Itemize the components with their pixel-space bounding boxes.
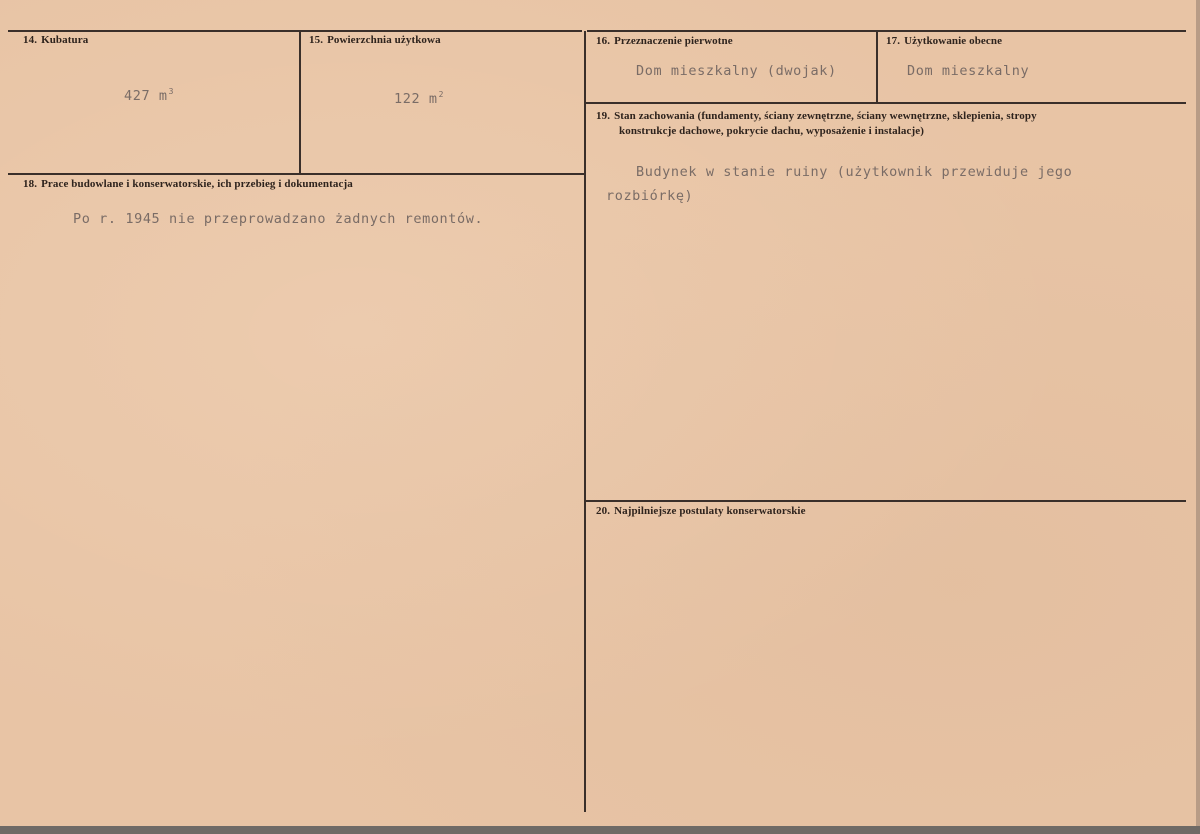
field-19-value-line1: Budynek w stanie ruiny (użytkownik przewiduje jego xyxy=(636,164,1073,180)
divider-under-14-15 xyxy=(8,173,585,175)
field-17-label: 17. Użytkowanie obecne xyxy=(886,35,1003,47)
top-border-right xyxy=(587,30,1186,32)
field-19-value-line2: rozbiórkę) xyxy=(606,188,694,204)
field-14-value: 427 $m^3$ xyxy=(124,87,175,104)
card-right-edge xyxy=(1196,0,1200,834)
field-15-label: 15. Powierzchnia użytkowa xyxy=(309,34,441,46)
field-18-label: 18. Prace budowlane i konserwatorskie, ich przebieg i dokumentacja xyxy=(23,178,353,190)
field-20-label: 20. Najpilniejsze postulaty konserwatorskie xyxy=(596,505,806,517)
card-bottom-edge xyxy=(0,826,1200,834)
divider-under-16-17 xyxy=(586,102,1186,104)
field-17-value: Dom mieszkalny xyxy=(907,63,1030,79)
divider-above-20 xyxy=(586,500,1186,502)
top-border-left xyxy=(8,30,582,32)
field-18-value: Po r. 1945 nie przeprowadzano żadnych remontów. xyxy=(73,211,484,227)
divider-14-15 xyxy=(299,31,301,173)
divider-16-17 xyxy=(876,31,878,103)
field-19-label: 19. Stan zachowania (fundamenty, ściany zewnętrzne, ściany wewnętrzne, sklepienia, stropy xyxy=(596,110,1037,122)
field-15-value: 122 $m^2$ xyxy=(394,90,445,107)
field-19-label-cont: konstrukcje dachowe, pokrycie dachu, wyposażenie i instalacje) xyxy=(619,125,925,137)
field-14-label: 14. Kubatura xyxy=(23,34,89,46)
divider-left-right xyxy=(584,31,586,812)
field-16-value: Dom mieszkalny (dwojak) xyxy=(636,63,837,79)
field-16-label: 16. Przeznaczenie pierwotne xyxy=(596,35,733,47)
